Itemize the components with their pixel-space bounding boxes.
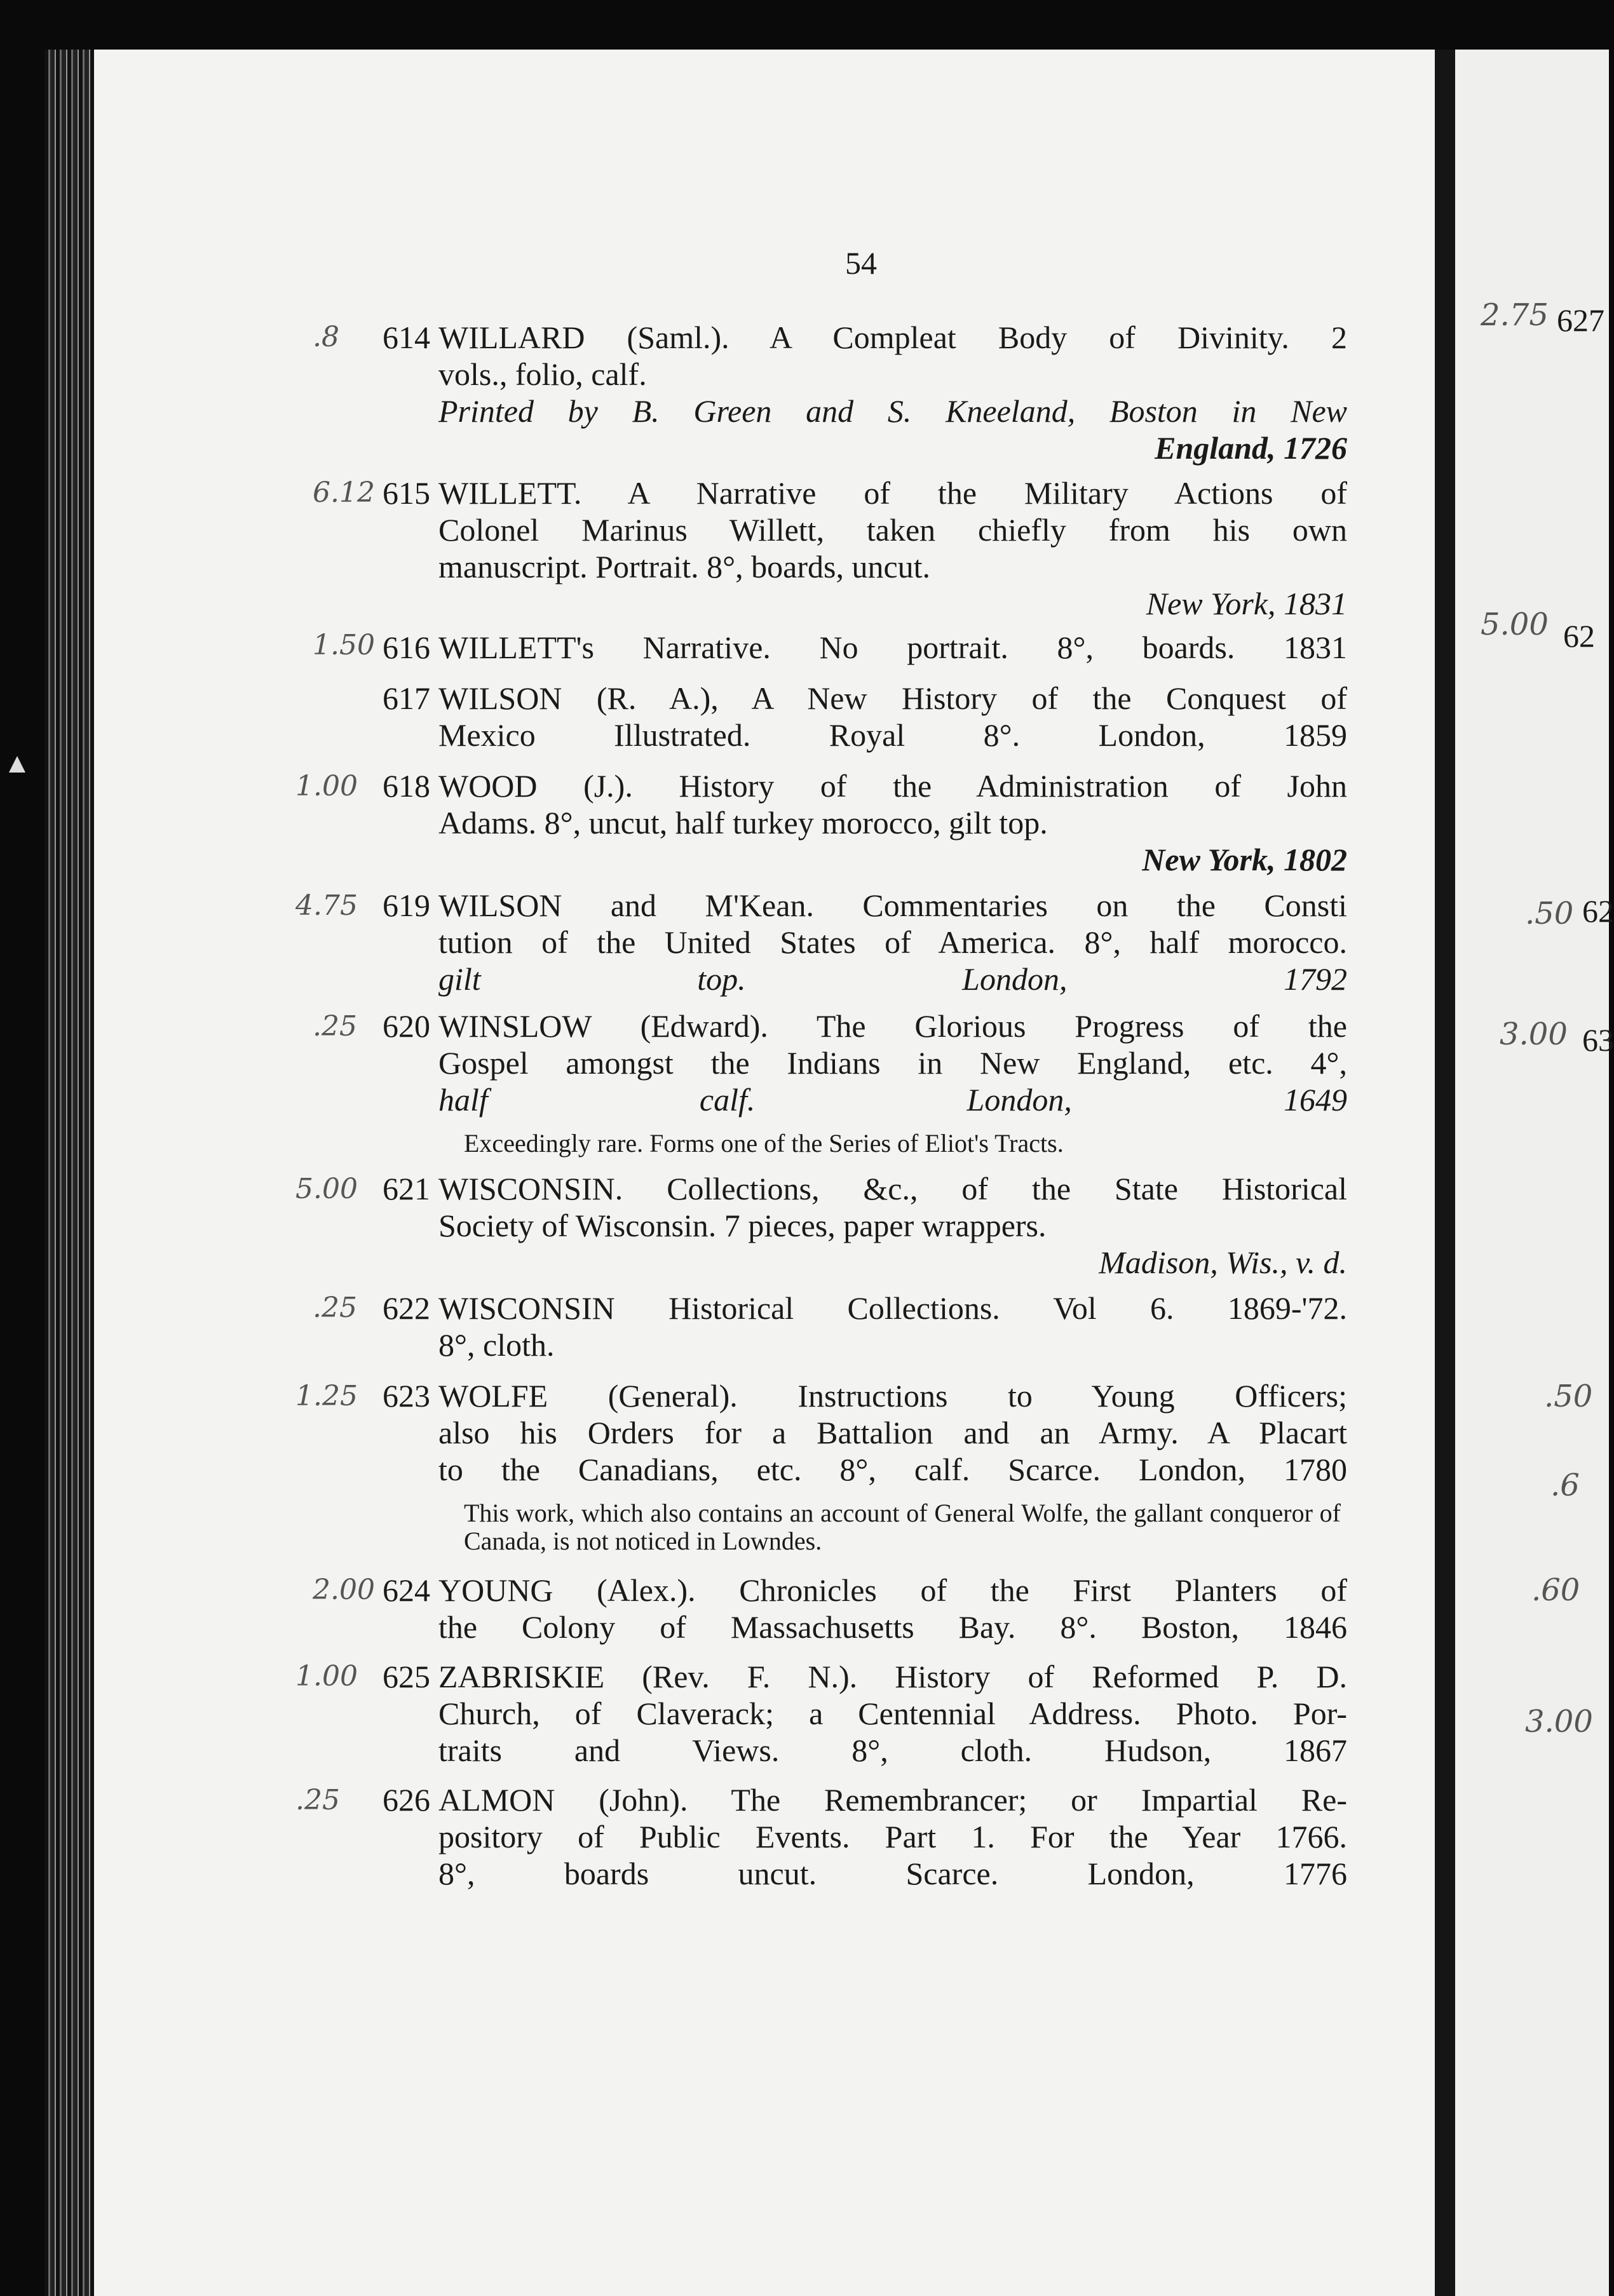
price-note: .25 (313, 1292, 357, 1324)
scan-speck (9, 756, 25, 773)
entry-line: WISCONSIN Historical Collections. Vol 6. 1869-'72. (438, 1290, 1347, 1326)
entry-line: 8°, cloth. (438, 1327, 555, 1363)
entry-line: vols., folio, calf. (438, 356, 647, 392)
entry-line: Society of Wisconsin. 7 pieces, paper wrappers. (438, 1208, 1047, 1243)
entry-number: 618 (383, 768, 430, 804)
entry-number: 619 (383, 888, 430, 923)
entry-line: WOLFE (General). Instructions to Young Officers; (438, 1378, 1347, 1414)
entry-line: the Colony of Massachusetts Bay. 8°. Boston, 1846 (438, 1609, 1347, 1645)
entry-number: 620 (383, 1008, 430, 1044)
entry-line: WISCONSIN. Collections, &c., of the State Historical (438, 1171, 1347, 1206)
catalog-entry (383, 1377, 1347, 1488)
facing-entry-number: 627 (1557, 302, 1604, 338)
catalog-entry (383, 629, 1347, 666)
entry-line: Church, of Claverack; a Centennial Address. Photo. Por- (438, 1696, 1347, 1731)
price-note: 2.00 (313, 1574, 375, 1606)
entry-line: Colonel Marinus Willett, taken chiefly from his own (438, 512, 1347, 548)
facing-page (1455, 50, 1609, 2296)
price-note: .8 (313, 321, 339, 353)
entry-note: Exceedingly rare. Forms one of the Series of Eliot's Tracts. (464, 1129, 1064, 1158)
entry-number: 615 (383, 475, 430, 511)
price-note: 1.00 (295, 770, 358, 802)
catalog-entry (383, 680, 1347, 753)
entry-line: tution of the United States of America. 8°, half morocco. (438, 924, 1347, 960)
facing-price-note: 3.00 (1500, 1016, 1568, 1052)
facing-price-note: .60 (1531, 1572, 1580, 1608)
entry-line: pository of Public Events. Part 1. For the Year 1766. (438, 1819, 1347, 1854)
catalog-entry (383, 1572, 1347, 1645)
entry-line: WILLETT. A Narrative of the Military Actions of (438, 475, 1347, 511)
catalog-entry (383, 1008, 1347, 1118)
entry-line: England, 1726 (1155, 430, 1347, 466)
entry-number: 617 (383, 680, 430, 716)
entry-number: 616 (383, 630, 430, 665)
entry-line: also his Orders for a Battalion and an Army. A Placart (438, 1415, 1347, 1450)
entry-line: WILLETT's Narrative. No portrait. 8°, boards. 1831 (438, 630, 1347, 665)
entry-line: WINSLOW (Edward). The Glorious Progress of the (438, 1008, 1347, 1044)
facing-price-note: .6 (1550, 1468, 1580, 1503)
entry-line: manuscript. Portrait. 8°, boards, uncut. (438, 549, 931, 584)
price-note: .25 (295, 1784, 340, 1816)
entry-line: WILLARD (Saml.). A Compleat Body of Divinity. 2 (438, 320, 1347, 355)
entry-number: 614 (383, 320, 430, 355)
entry-line: Adams. 8°, uncut, half turkey morocco, gilt top. (438, 805, 1048, 841)
entry-line: ALMON (John). The Remembrancer; or Impartial Re- (438, 1782, 1347, 1818)
entry-number: 623 (383, 1378, 430, 1414)
entry-line: Mexico Illustrated. Royal 8°. London, 1859 (438, 717, 1347, 753)
entry-number: 621 (383, 1171, 430, 1206)
entry-line: to the Canadians, etc. 8°, calf. Scarce. London, 1780 (438, 1452, 1347, 1487)
entry-line: YOUNG (Alex.). Chronicles of the First Planters of (438, 1572, 1347, 1608)
entry-line: Printed by B. Green and S. Kneeland, Boston in New (438, 393, 1347, 429)
facing-entry-number: 62 (1582, 893, 1614, 929)
catalog-entry (383, 1658, 1347, 1769)
facing-price-note: 3.00 (1525, 1704, 1593, 1739)
price-note: 1.25 (295, 1380, 358, 1412)
catalog-entry (383, 1781, 1347, 1892)
entry-line: half calf. London, 1649 (438, 1082, 1347, 1118)
catalog-entry (383, 1290, 1347, 1363)
entry-line: gilt top. London, 1792 (438, 961, 1347, 997)
facing-entry-number: 63 (1582, 1022, 1614, 1058)
facing-price-note: .50 (1525, 896, 1574, 931)
entry-line: WOOD (J.). History of the Administration of John (438, 768, 1347, 804)
price-note: 1.00 (295, 1660, 358, 1692)
entry-number: 624 (383, 1572, 430, 1608)
catalog-entry (383, 475, 1347, 622)
price-note: 1.50 (313, 629, 375, 661)
entry-note: This work, which also contains an account of General Wolfe, the gallant conqueror of Canada, is not noticed in Lowndes. (464, 1499, 1341, 1555)
price-note: 5.00 (295, 1173, 358, 1205)
entry-line: traits and Views. 8°, cloth. Hudson, 1867 (438, 1732, 1347, 1768)
entry-line: ZABRISKIE (Rev. F. N.). History of Reformed P. D. (438, 1659, 1347, 1694)
entry-line: New York, 1802 (1142, 842, 1347, 877)
entry-line: WILSON and M'Kean. Commentaries on the Consti (438, 888, 1347, 923)
entry-line: Madison, Wis., v. d. (1099, 1245, 1347, 1280)
catalog-entry (383, 319, 1347, 466)
catalog-entry (383, 1170, 1347, 1281)
entry-line: WILSON (R. A.), A New History of the Conquest of (438, 680, 1347, 716)
catalog-entry (383, 767, 1347, 878)
price-note: 6.12 (313, 476, 375, 509)
price-note: .25 (313, 1010, 357, 1043)
entry-number: 622 (383, 1290, 430, 1326)
book-binding (44, 50, 95, 2296)
catalog-entry (383, 887, 1347, 997)
page-number: 54 (845, 245, 877, 281)
price-note: 4.75 (295, 889, 358, 922)
facing-price-note: 5.00 (1481, 607, 1549, 642)
facing-entry-number: 62 (1563, 618, 1595, 654)
entry-number: 625 (383, 1659, 430, 1694)
facing-price-note: 2.75 (1481, 297, 1549, 333)
entry-line: 8°, boards uncut. Scarce. London, 1776 (438, 1856, 1347, 1891)
entry-line: New York, 1831 (1146, 586, 1347, 621)
gutter (1435, 50, 1455, 2296)
entry-number: 626 (383, 1782, 430, 1818)
facing-price-note: .50 (1544, 1379, 1593, 1414)
entry-line: Gospel amongst the Indians in New England, etc. 4°, (438, 1045, 1347, 1081)
